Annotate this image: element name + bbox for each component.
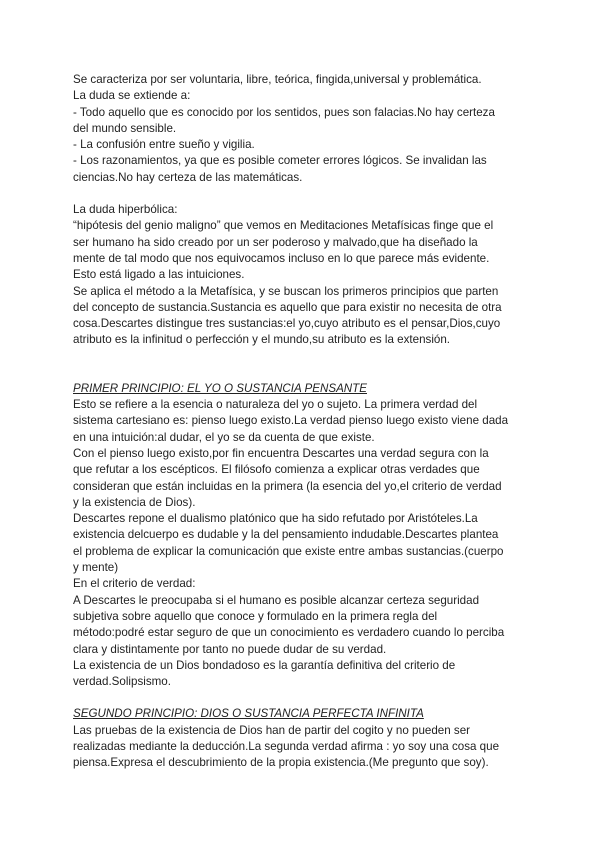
intro-section [73,72,533,186]
text-line: Esto está ligado a las intuiciones. [73,268,245,282]
text-line: Esto se refiere a la esencia o naturaleza del yo o sujeto. La primera verdad del [73,398,478,412]
text-line: verdad.Solipsismo. [73,675,171,689]
text-line: existencia delcuerpo es dudable y la del pensamiento indudable.Descartes plantea [73,528,499,542]
text-line: y la existencia de Dios). [73,495,196,509]
text-line: Se caracteriza por ser voluntaria, libre, teórica, fingida,universal y problemática. [73,73,482,86]
text-line: ser humano ha sido creado por un ser poderoso y malvado,que ha diseñado la [73,235,478,249]
text-line: del mundo sensible. [73,121,177,135]
text-line: - La confusión entre sueño y vigilia. [73,138,255,152]
text-line: realizadas mediante la deducción.La segunda verdad afirma : yo soy una cosa que [73,739,500,753]
text-line: subjetiva sobre aquello que conoce y formulado en la primera regla del [73,609,438,623]
text-line: y mente) [73,561,119,575]
section-heading: PRIMER PRINCIPIO: EL YO O SUSTANCIA PENSANTE [73,381,367,395]
text-line: Con el pienso luego existo,por fin encuentra Descartes una verdad segura con la [73,446,489,460]
text-line: clara y distintamente por tanto no puede dudar de su verdad. [73,642,387,656]
section-heading: SEGUNDO PRINCIPIO: DIOS O SUSTANCIA PERFECTA INFINITA [73,707,424,721]
text-line: “hipótesis del genio maligno” que vemos en Meditaciones Metafísicas finge que el [73,219,494,233]
first-principle-section [73,381,533,691]
text-line: cosa.Descartes distingue tres sustancias:el yo,cuyo atributo es el pensar,Dios,cuyo [73,317,501,331]
paragraph-spacer [73,186,533,202]
text-line: - Todo aquello que es conocido por los sentidos, pues son falacias.No hay certeza [73,105,495,119]
text-line: que refutar a los escépticos. El filósofo comienza a explicar otras verdades que [73,463,480,477]
text-line: atributo es la infinitud o perfección y el mundo,su atributo es la extensión. [73,333,451,347]
text-line: método:podré estar seguro de que un conocimiento es verdadero cuando lo perciba [73,626,505,640]
text-line: ciencias.No hay certeza de las matemáticas. [73,170,303,184]
text-line: del concepto de sustancia.Sustancia es aquello que para existir no necesita de otra [73,300,502,314]
text-line: el problema de explicar la comunicación que existe entre ambas sustancias.(cuerpo [73,544,504,558]
second-principle-section [73,706,533,771]
text-line: Las pruebas de la existencia de Dios han de partir del cogito y no pueden ser [73,723,471,737]
text-line: La duda se extiende a: [73,89,191,103]
text-line: - Los razonamientos, ya que es posible cometer errores lógicos. Se invalidan las [73,154,487,168]
section-spacer [73,690,533,706]
document-body [73,72,533,772]
text-line: mente de tal modo que nos equivocamos incluso en lo que parece más evidente. [73,251,490,265]
text-line: La existencia de un Dios bondadoso es la garantía definitiva del criterio de [73,658,456,672]
text-line: Descartes repone el dualismo platónico que ha sido refutado por Aristóteles.La [73,512,478,526]
text-line: consideran que están incluidas en la primera (la esencia del yo,el criterio de verdad [73,479,502,493]
hyperbolic-doubt-section [73,202,533,349]
text-line: Se aplica el método a la Metafísica, y se buscan los primeros principios que parten [73,284,499,298]
section-spacer [73,349,533,381]
text-line: sistema cartesiano es: pienso luego existo.La verdad pienso luego existo viene dada [73,414,509,428]
text-line: En el criterio de verdad: [73,577,196,591]
text-line: piensa.Expresa el descubrimiento de la propia existencia.(Me pregunto que soy). [73,756,489,770]
text-line: La duda hiperbólica: [73,203,178,217]
text-line: A Descartes le preocupaba si el humano es posible alcanzar certeza seguridad [73,593,480,607]
text-line: en una intuición:al dudar, el yo se da cuenta de que existe. [73,430,375,444]
